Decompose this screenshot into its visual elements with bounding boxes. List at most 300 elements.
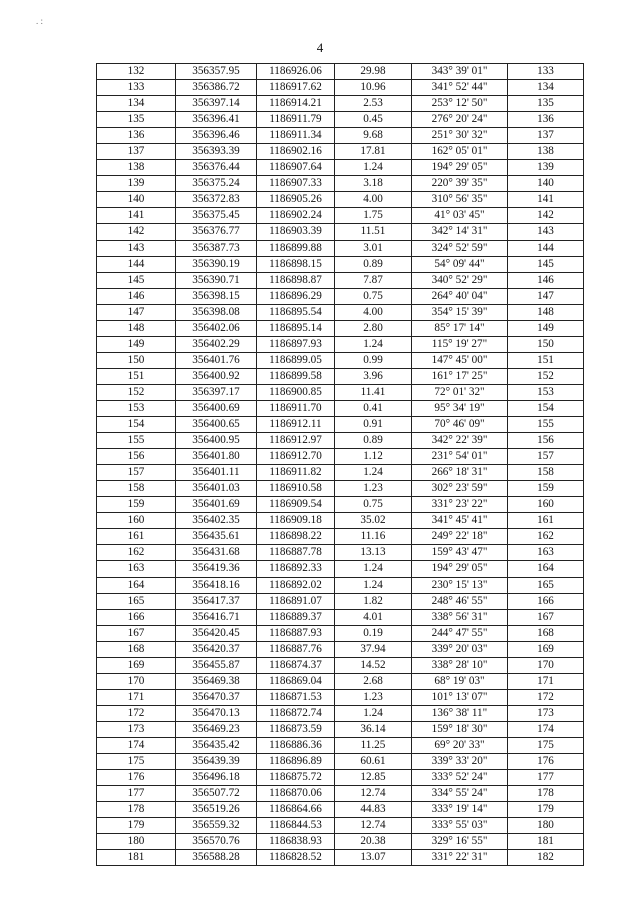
table-row [97, 818, 584, 834]
point-number-cell: 171 [97, 689, 176, 705]
point-number-cell: 174 [97, 737, 176, 753]
bearing-cell: 101° 13' 07" [412, 689, 508, 705]
y-coordinate-cell: 1186899.88 [257, 240, 335, 256]
distance-cell: 44.83 [335, 802, 412, 818]
y-coordinate-cell: 1186892.02 [257, 577, 335, 593]
point-number-cell: 175 [97, 754, 176, 770]
next-point-cell: 154 [508, 400, 584, 416]
y-coordinate-cell: 1186896.29 [257, 288, 335, 304]
point-number-cell: 137 [97, 144, 176, 160]
next-point-cell: 140 [508, 176, 584, 192]
point-number-cell: 167 [97, 625, 176, 641]
x-coordinate-cell: 356435.61 [176, 529, 257, 545]
bearing-cell: 115° 19' 27" [412, 336, 508, 352]
x-coordinate-cell: 356398.15 [176, 288, 257, 304]
bearing-cell: 161° 17' 25" [412, 368, 508, 384]
next-point-cell: 164 [508, 561, 584, 577]
bearing-cell: 194° 29' 05" [412, 160, 508, 176]
next-point-cell: 172 [508, 689, 584, 705]
distance-cell: 4.01 [335, 609, 412, 625]
next-point-cell: 142 [508, 208, 584, 224]
bearing-cell: 331° 22' 31" [412, 850, 508, 866]
x-coordinate-cell: 356420.45 [176, 625, 257, 641]
next-point-cell: 175 [508, 737, 584, 753]
x-coordinate-cell: 356507.72 [176, 786, 257, 802]
table-row [97, 352, 584, 368]
distance-cell: 12.74 [335, 818, 412, 834]
point-number-cell: 143 [97, 240, 176, 256]
y-coordinate-cell: 1186895.14 [257, 320, 335, 336]
bearing-cell: 244° 47' 55" [412, 625, 508, 641]
next-point-cell: 158 [508, 465, 584, 481]
table-row [97, 641, 584, 657]
table-row [97, 224, 584, 240]
distance-cell: 0.19 [335, 625, 412, 641]
next-point-cell: 150 [508, 336, 584, 352]
next-point-cell: 169 [508, 641, 584, 657]
x-coordinate-cell: 356402.06 [176, 320, 257, 336]
y-coordinate-cell: 1186912.97 [257, 433, 335, 449]
x-coordinate-cell: 356397.14 [176, 96, 257, 112]
point-number-cell: 136 [97, 128, 176, 144]
distance-cell: 9.68 [335, 128, 412, 144]
y-coordinate-cell: 1186886.36 [257, 737, 335, 753]
table-row [97, 112, 584, 128]
bearing-cell: 333° 55' 03" [412, 818, 508, 834]
next-point-cell: 177 [508, 770, 584, 786]
y-coordinate-cell: 1186917.62 [257, 80, 335, 96]
point-number-cell: 180 [97, 834, 176, 850]
distance-cell: 1.24 [335, 336, 412, 352]
table-row [97, 144, 584, 160]
next-point-cell: 166 [508, 593, 584, 609]
bearing-cell: 342° 22' 39" [412, 433, 508, 449]
next-point-cell: 168 [508, 625, 584, 641]
y-coordinate-cell: 1186912.70 [257, 449, 335, 465]
point-number-cell: 147 [97, 304, 176, 320]
x-coordinate-cell: 356469.38 [176, 673, 257, 689]
x-coordinate-cell: 356376.44 [176, 160, 257, 176]
y-coordinate-cell: 1186896.89 [257, 754, 335, 770]
distance-cell: 2.80 [335, 320, 412, 336]
table-row [97, 689, 584, 705]
bearing-cell: 136° 38' 11" [412, 705, 508, 721]
next-point-cell: 137 [508, 128, 584, 144]
point-number-cell: 172 [97, 705, 176, 721]
x-coordinate-cell: 356470.13 [176, 705, 257, 721]
point-number-cell: 157 [97, 465, 176, 481]
bearing-cell: 147° 45' 00" [412, 352, 508, 368]
y-coordinate-cell: 1186897.93 [257, 336, 335, 352]
x-coordinate-cell: 356400.92 [176, 368, 257, 384]
y-coordinate-cell: 1186875.72 [257, 770, 335, 786]
table-row [97, 384, 584, 400]
point-number-cell: 134 [97, 96, 176, 112]
distance-cell: 1.12 [335, 449, 412, 465]
x-coordinate-cell: 356570.76 [176, 834, 257, 850]
table-row [97, 721, 584, 737]
bearing-cell: 341° 45' 41" [412, 513, 508, 529]
next-point-cell: 159 [508, 481, 584, 497]
point-number-cell: 159 [97, 497, 176, 513]
x-coordinate-cell: 356401.11 [176, 465, 257, 481]
distance-cell: 11.16 [335, 529, 412, 545]
distance-cell: 1.24 [335, 561, 412, 577]
x-coordinate-cell: 356401.03 [176, 481, 257, 497]
distance-cell: 0.41 [335, 400, 412, 416]
next-point-cell: 148 [508, 304, 584, 320]
next-point-cell: 147 [508, 288, 584, 304]
distance-cell: 12.74 [335, 786, 412, 802]
next-point-cell: 152 [508, 368, 584, 384]
distance-cell: 13.13 [335, 545, 412, 561]
bearing-cell: 338° 28' 10" [412, 657, 508, 673]
table-row [97, 770, 584, 786]
x-coordinate-cell: 356390.19 [176, 256, 257, 272]
table-row [97, 80, 584, 96]
table-row [97, 673, 584, 689]
next-point-cell: 156 [508, 433, 584, 449]
y-coordinate-cell: 1186911.79 [257, 112, 335, 128]
point-number-cell: 144 [97, 256, 176, 272]
distance-cell: 1.24 [335, 465, 412, 481]
bearing-cell: 248° 46' 55" [412, 593, 508, 609]
next-point-cell: 173 [508, 705, 584, 721]
bearing-cell: 333° 19' 14" [412, 802, 508, 818]
x-coordinate-cell: 356400.65 [176, 417, 257, 433]
bearing-cell: 251° 30' 32" [412, 128, 508, 144]
bearing-cell: 333° 52' 24" [412, 770, 508, 786]
x-coordinate-cell: 356401.69 [176, 497, 257, 513]
x-coordinate-cell: 356417.37 [176, 593, 257, 609]
y-coordinate-cell: 1186828.52 [257, 850, 335, 866]
next-point-cell: 167 [508, 609, 584, 625]
x-coordinate-cell: 356435.42 [176, 737, 257, 753]
point-number-cell: 178 [97, 802, 176, 818]
x-coordinate-cell: 356372.83 [176, 192, 257, 208]
x-coordinate-cell: 356416.71 [176, 609, 257, 625]
next-point-cell: 141 [508, 192, 584, 208]
distance-cell: 13.07 [335, 850, 412, 866]
next-point-cell: 181 [508, 834, 584, 850]
table-row [97, 497, 584, 513]
distance-cell: 1.24 [335, 160, 412, 176]
point-number-cell: 176 [97, 770, 176, 786]
next-point-cell: 170 [508, 657, 584, 673]
next-point-cell: 139 [508, 160, 584, 176]
bearing-cell: 249° 22' 18" [412, 529, 508, 545]
table-row [97, 400, 584, 416]
next-point-cell: 178 [508, 786, 584, 802]
x-coordinate-cell: 356400.69 [176, 400, 257, 416]
y-coordinate-cell: 1186872.74 [257, 705, 335, 721]
point-number-cell: 156 [97, 449, 176, 465]
next-point-cell: 153 [508, 384, 584, 400]
point-number-cell: 181 [97, 850, 176, 866]
distance-cell: 0.99 [335, 352, 412, 368]
x-coordinate-cell: 356419.36 [176, 561, 257, 577]
bearing-cell: 342° 14' 31" [412, 224, 508, 240]
x-coordinate-cell: 356470.37 [176, 689, 257, 705]
table-row [97, 850, 584, 866]
x-coordinate-cell: 356357.95 [176, 64, 257, 80]
table-row [97, 834, 584, 850]
y-coordinate-cell: 1186898.87 [257, 272, 335, 288]
y-coordinate-cell: 1186874.37 [257, 657, 335, 673]
table-row [97, 160, 584, 176]
table-row [97, 705, 584, 721]
x-coordinate-cell: 356396.46 [176, 128, 257, 144]
x-coordinate-cell: 356375.24 [176, 176, 257, 192]
table-row [97, 465, 584, 481]
table-row [97, 320, 584, 336]
x-coordinate-cell: 356393.39 [176, 144, 257, 160]
y-coordinate-cell: 1186870.06 [257, 786, 335, 802]
table-row [97, 256, 584, 272]
point-number-cell: 138 [97, 160, 176, 176]
distance-cell: 20.38 [335, 834, 412, 850]
distance-cell: 3.96 [335, 368, 412, 384]
y-coordinate-cell: 1186889.37 [257, 609, 335, 625]
distance-cell: 12.85 [335, 770, 412, 786]
table-row [97, 593, 584, 609]
point-number-cell: 139 [97, 176, 176, 192]
distance-cell: 0.89 [335, 433, 412, 449]
table-row [97, 577, 584, 593]
next-point-cell: 155 [508, 417, 584, 433]
distance-cell: 0.89 [335, 256, 412, 272]
x-coordinate-cell: 356439.39 [176, 754, 257, 770]
x-coordinate-cell: 356376.77 [176, 224, 257, 240]
y-coordinate-cell: 1186910.58 [257, 481, 335, 497]
distance-cell: 3.01 [335, 240, 412, 256]
x-coordinate-cell: 356588.28 [176, 850, 257, 866]
table-row [97, 192, 584, 208]
y-coordinate-cell: 1186898.22 [257, 529, 335, 545]
next-point-cell: 134 [508, 80, 584, 96]
x-coordinate-cell: 356496.18 [176, 770, 257, 786]
y-coordinate-cell: 1186911.82 [257, 465, 335, 481]
bearing-cell: 343° 39' 01" [412, 64, 508, 80]
table-row [97, 513, 584, 529]
bearing-cell: 162° 05' 01" [412, 144, 508, 160]
x-coordinate-cell: 356455.87 [176, 657, 257, 673]
point-number-cell: 146 [97, 288, 176, 304]
distance-cell: 29.98 [335, 64, 412, 80]
table-row [97, 64, 584, 80]
point-number-cell: 158 [97, 481, 176, 497]
y-coordinate-cell: 1186887.76 [257, 641, 335, 657]
next-point-cell: 157 [508, 449, 584, 465]
point-number-cell: 164 [97, 577, 176, 593]
distance-cell: 4.00 [335, 192, 412, 208]
x-coordinate-cell: 356390.71 [176, 272, 257, 288]
bearing-cell: 85° 17' 14" [412, 320, 508, 336]
x-coordinate-cell: 356402.29 [176, 336, 257, 352]
next-point-cell: 182 [508, 850, 584, 866]
table-row [97, 786, 584, 802]
distance-cell: 1.24 [335, 705, 412, 721]
x-coordinate-cell: 356418.16 [176, 577, 257, 593]
table-row [97, 417, 584, 433]
bearing-cell: 231° 54' 01" [412, 449, 508, 465]
x-coordinate-cell: 356420.37 [176, 641, 257, 657]
distance-cell: 1.23 [335, 481, 412, 497]
x-coordinate-cell: 356402.35 [176, 513, 257, 529]
point-number-cell: 166 [97, 609, 176, 625]
bearing-cell: 159° 43' 47" [412, 545, 508, 561]
bearing-cell: 340° 52' 29" [412, 272, 508, 288]
distance-cell: 35.02 [335, 513, 412, 529]
next-point-cell: 144 [508, 240, 584, 256]
table-row [97, 561, 584, 577]
page-number: 4 [316, 40, 324, 55]
bearing-cell: 69° 20' 33" [412, 737, 508, 753]
table-row [97, 176, 584, 192]
bearing-cell: 159° 18' 30" [412, 721, 508, 737]
point-number-cell: 151 [97, 368, 176, 384]
distance-cell: 1.24 [335, 577, 412, 593]
point-number-cell: 141 [97, 208, 176, 224]
distance-cell: 0.75 [335, 497, 412, 513]
bearing-cell: 310° 56' 35" [412, 192, 508, 208]
distance-cell: 11.51 [335, 224, 412, 240]
point-number-cell: 160 [97, 513, 176, 529]
distance-cell: 14.52 [335, 657, 412, 673]
y-coordinate-cell: 1186887.93 [257, 625, 335, 641]
bearing-cell: 70° 46' 09" [412, 417, 508, 433]
next-point-cell: 160 [508, 497, 584, 513]
next-point-cell: 176 [508, 754, 584, 770]
table-row [97, 128, 584, 144]
point-number-cell: 173 [97, 721, 176, 737]
bearing-cell: 194° 29' 05" [412, 561, 508, 577]
next-point-cell: 143 [508, 224, 584, 240]
y-coordinate-cell: 1186895.54 [257, 304, 335, 320]
table-row [97, 433, 584, 449]
y-coordinate-cell: 1186911.34 [257, 128, 335, 144]
bearing-cell: 341° 52' 44" [412, 80, 508, 96]
bearing-cell: 95° 34' 19" [412, 400, 508, 416]
point-number-cell: 155 [97, 433, 176, 449]
y-coordinate-cell: 1186907.64 [257, 160, 335, 176]
y-coordinate-cell: 1186909.54 [257, 497, 335, 513]
x-coordinate-cell: 356397.17 [176, 384, 257, 400]
table-row [97, 802, 584, 818]
next-point-cell: 165 [508, 577, 584, 593]
next-point-cell: 180 [508, 818, 584, 834]
y-coordinate-cell: 1186926.06 [257, 64, 335, 80]
bearing-cell: 276° 20' 24" [412, 112, 508, 128]
bearing-cell: 338° 56' 31" [412, 609, 508, 625]
next-point-cell: 163 [508, 545, 584, 561]
distance-cell: 4.00 [335, 304, 412, 320]
table-row [97, 304, 584, 320]
bearing-cell: 329° 16' 55" [412, 834, 508, 850]
y-coordinate-cell: 1186899.58 [257, 368, 335, 384]
table-row [97, 529, 584, 545]
table-row [97, 545, 584, 561]
bearing-cell: 302° 23' 59" [412, 481, 508, 497]
point-number-cell: 153 [97, 400, 176, 416]
distance-cell: 37.94 [335, 641, 412, 657]
y-coordinate-cell: 1186902.24 [257, 208, 335, 224]
y-coordinate-cell: 1186838.93 [257, 834, 335, 850]
next-point-cell: 146 [508, 272, 584, 288]
bearing-cell: 41° 03' 45" [412, 208, 508, 224]
point-number-cell: 154 [97, 417, 176, 433]
point-number-cell: 150 [97, 352, 176, 368]
distance-cell: 60.61 [335, 754, 412, 770]
y-coordinate-cell: 1186864.66 [257, 802, 335, 818]
distance-cell: 11.25 [335, 737, 412, 753]
distance-cell: 11.41 [335, 384, 412, 400]
point-number-cell: 165 [97, 593, 176, 609]
next-point-cell: 133 [508, 64, 584, 80]
x-coordinate-cell: 356386.72 [176, 80, 257, 96]
distance-cell: 10.96 [335, 80, 412, 96]
next-point-cell: 138 [508, 144, 584, 160]
y-coordinate-cell: 1186887.78 [257, 545, 335, 561]
distance-cell: 0.91 [335, 417, 412, 433]
point-number-cell: 177 [97, 786, 176, 802]
y-coordinate-cell: 1186898.15 [257, 256, 335, 272]
bearing-cell: 339° 20' 03" [412, 641, 508, 657]
x-coordinate-cell: 356401.76 [176, 352, 257, 368]
next-point-cell: 162 [508, 529, 584, 545]
next-point-cell: 136 [508, 112, 584, 128]
point-number-cell: 145 [97, 272, 176, 288]
bearing-cell: 68° 19' 03" [412, 673, 508, 689]
x-coordinate-cell: 356401.80 [176, 449, 257, 465]
distance-cell: 7.87 [335, 272, 412, 288]
distance-cell: 1.23 [335, 689, 412, 705]
table-row [97, 208, 584, 224]
point-number-cell: 162 [97, 545, 176, 561]
distance-cell: 1.75 [335, 208, 412, 224]
x-coordinate-cell: 356387.73 [176, 240, 257, 256]
table-row [97, 754, 584, 770]
table-row [97, 368, 584, 384]
bearing-cell: 230° 15' 13" [412, 577, 508, 593]
distance-cell: 3.18 [335, 176, 412, 192]
distance-cell: 17.81 [335, 144, 412, 160]
table-row [97, 272, 584, 288]
y-coordinate-cell: 1186902.16 [257, 144, 335, 160]
y-coordinate-cell: 1186907.33 [257, 176, 335, 192]
x-coordinate-cell: 356469.23 [176, 721, 257, 737]
point-number-cell: 163 [97, 561, 176, 577]
x-coordinate-cell: 356375.45 [176, 208, 257, 224]
y-coordinate-cell: 1186892.33 [257, 561, 335, 577]
y-coordinate-cell: 1186903.39 [257, 224, 335, 240]
distance-cell: 36.14 [335, 721, 412, 737]
x-coordinate-cell: 356398.08 [176, 304, 257, 320]
point-number-cell: 135 [97, 112, 176, 128]
x-coordinate-cell: 356400.95 [176, 433, 257, 449]
y-coordinate-cell: 1186914.21 [257, 96, 335, 112]
x-coordinate-cell: 356396.41 [176, 112, 257, 128]
bearing-cell: 339° 33' 20" [412, 754, 508, 770]
table-row [97, 609, 584, 625]
point-number-cell: 170 [97, 673, 176, 689]
bearing-cell: 334° 55' 24" [412, 786, 508, 802]
point-number-cell: 168 [97, 641, 176, 657]
x-coordinate-cell: 356519.26 [176, 802, 257, 818]
table-row [97, 288, 584, 304]
next-point-cell: 145 [508, 256, 584, 272]
bearing-cell: 331° 23' 22" [412, 497, 508, 513]
